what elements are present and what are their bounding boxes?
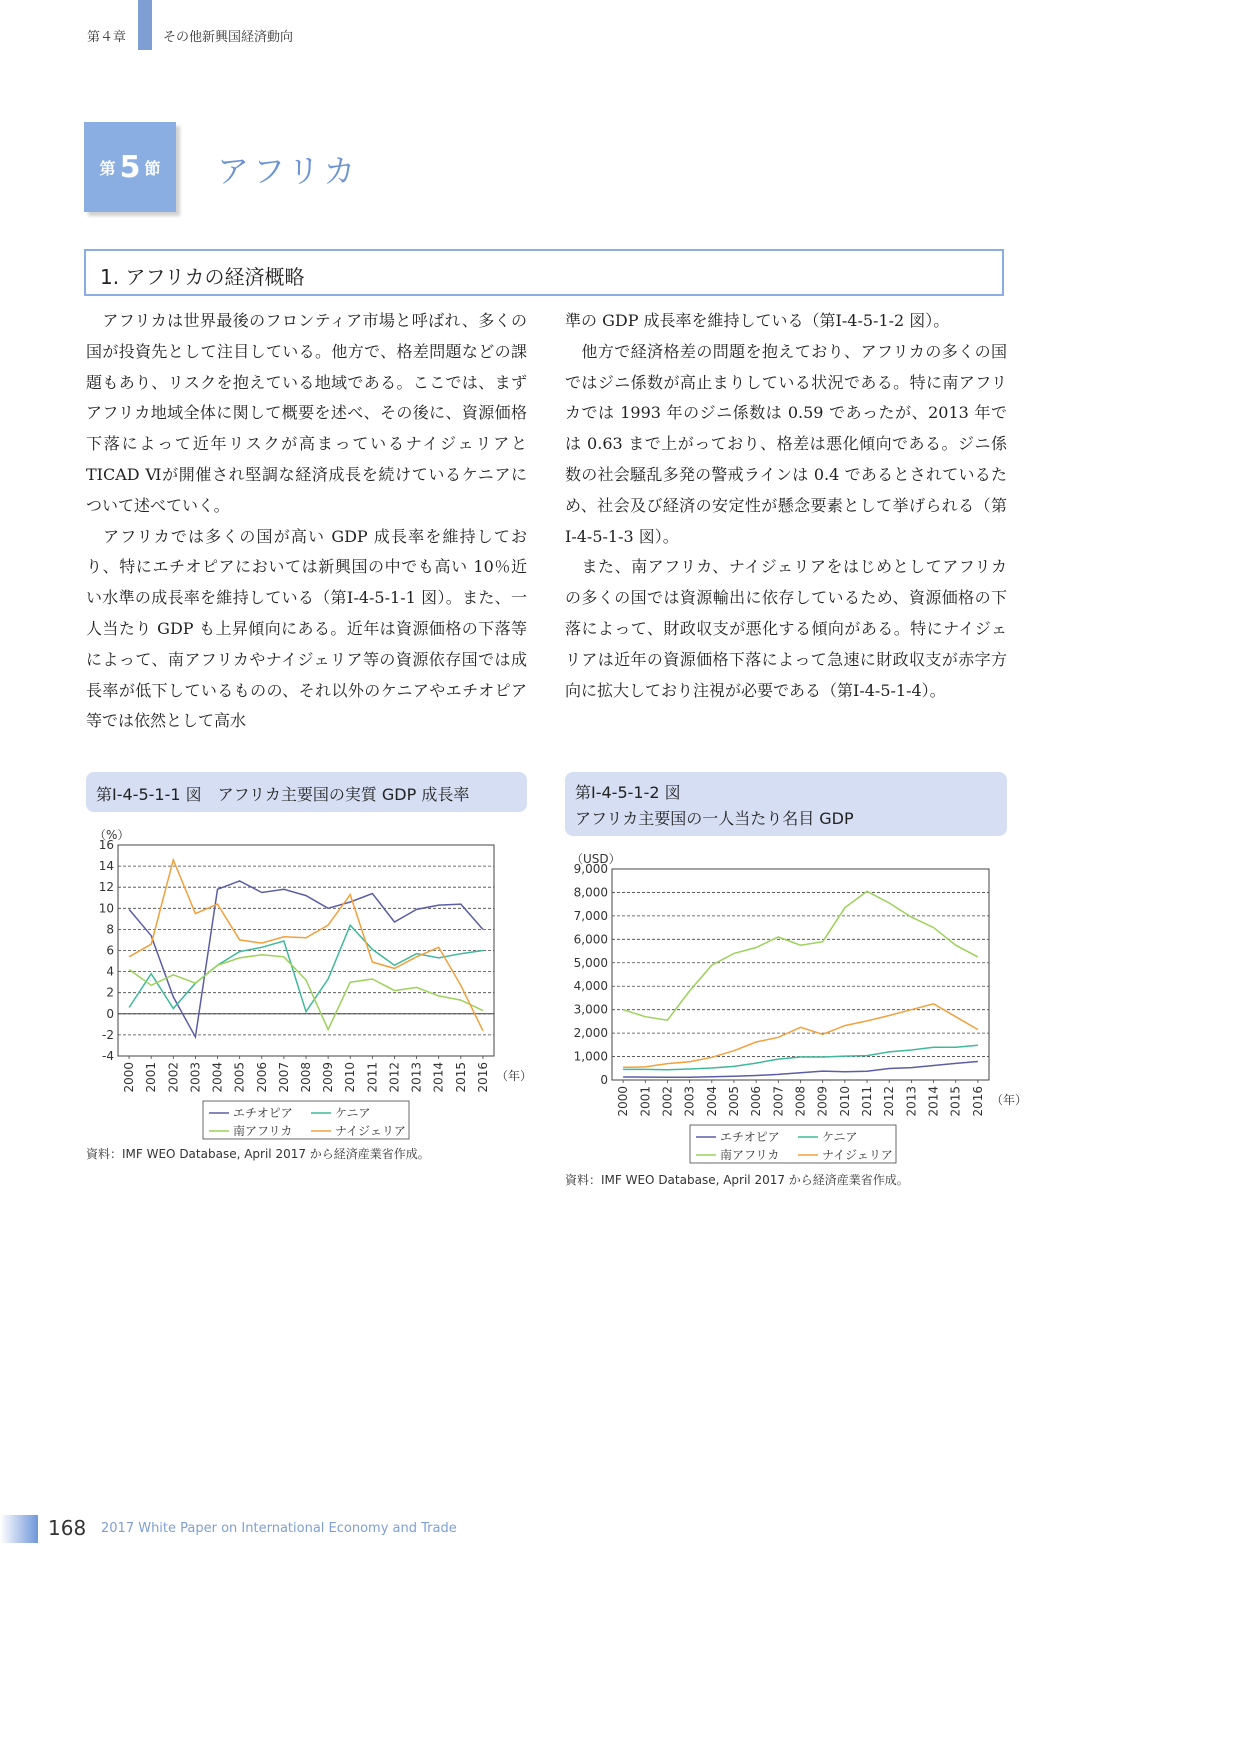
- x-tick-label: 2005: [726, 1086, 741, 1117]
- y-tick-label: 0: [106, 1006, 114, 1021]
- x-tick-label: 2011: [860, 1086, 875, 1117]
- section-prefix: 第: [99, 158, 116, 178]
- subsection-title: 1. アフリカの経済概略: [100, 265, 305, 289]
- y-tick-label: 8: [106, 922, 114, 937]
- x-tick-label: 2001: [144, 1062, 159, 1093]
- y-tick-label: 16: [98, 838, 114, 852]
- paragraph: 他方で経済格差の問題を抱えており、アフリカの多くの国ではジニ係数が高止まりしている状況である。特に南アフリカでは 1993 年のジニ係数は 0.59 であったが、2013 年では 0.63 まで上がっており、格差は悪化傾向である。ジニ係数の社会騒乱多発の警戒ラインは 0.4 であるとされているため、社会及び経済の安定性が懸念要素として挙げられる（第Ⅰ-4-5-1-3 図）。: [565, 341, 1007, 546]
- x-tick-label: 2009: [815, 1086, 830, 1117]
- paragraph: また、南アフリカ、ナイジェリアをはじめとしてアフリカの多くの国では資源輸出に依存しているため、資源価格の下落によって、財政収支が悪化する傾向がある。特にナイジェリアは近年の資源価格下落によって急速に財政収支が赤字方向に拡大しており注視が必要である（第Ⅰ-4-5-1-4）。: [565, 557, 1007, 700]
- y-tick-label: 12: [98, 880, 114, 895]
- x-tick-label: 2016: [970, 1086, 985, 1117]
- section-number-badge: [84, 122, 176, 212]
- x-tick-label: 2011: [365, 1062, 380, 1093]
- figure1-caption-box: [86, 772, 527, 812]
- section-suffix: 節: [144, 158, 161, 178]
- plot-frame: [612, 869, 989, 1080]
- legend-label: ケニア: [822, 1130, 858, 1144]
- y-tick-label: 6,000: [573, 932, 608, 947]
- y-tick-label: 2,000: [573, 1026, 608, 1041]
- y-tick-label: 4,000: [573, 979, 608, 994]
- x-tick-label: 2013: [409, 1062, 424, 1093]
- x-tick-label: 2000: [616, 1086, 631, 1117]
- legend-label: ナイジェリア: [335, 1124, 406, 1138]
- y-tick-label: 8,000: [573, 885, 608, 900]
- y-tick-label: 9,000: [573, 862, 608, 876]
- paragraph: アフリカでは多くの国が高い GDP 成長率を維持しており、特にエチオピアにおいては新興国の中でも高い 10％近い水準の成長率を維持している（第Ⅰ-4-5-1-1 図）。また、一人当たり GDP も上昇傾向にある。近年は資源価格の下落等によって、南アフリカやナイジェリア等の資源依存国では成長率が低下しているものの、それ以外のケニアやエチオピア等では依然として高水: [86, 526, 527, 731]
- body-column-left: [86, 306, 527, 737]
- x-tick-label: 2013: [904, 1086, 919, 1117]
- gdp-growth-chart: [86, 818, 533, 1143]
- y-tick-label: 4: [106, 964, 114, 979]
- paragraph: アフリカは世界最後のフロンティア市場と呼ばれ、多くの国が投資先として注目している。他方で、格差問題などの課題もあり、リスクを抱えている地域である。ここでは、まずアフリカ地域全体に関して概要を述べ、その後に、資源価格下落によって近年リスクが高まっているナイジェリアと TICAD Ⅵが開催され堅調な経済成長を続けているケニアについて述べていく。: [86, 311, 527, 515]
- figure2-source: 資料：IMF WEO Database, April 2017 から経済産業省作成。: [565, 1173, 909, 1187]
- series-line: [129, 955, 483, 1030]
- figure1-caption: 第Ⅰ-4-5-1-1 図 アフリカ主要国の実質 GDP 成長率: [96, 785, 470, 804]
- y-tick-label: -4: [102, 1049, 114, 1063]
- chapter-label: 第４章: [87, 30, 127, 45]
- gdp-per-capita-chart: [565, 842, 1028, 1167]
- legend-label: エチオピア: [233, 1106, 293, 1120]
- x-axis-label: （年）: [496, 1069, 533, 1083]
- x-tick-label: 2003: [188, 1062, 203, 1093]
- y-tick-label: 14: [98, 859, 114, 874]
- x-tick-label: 2002: [166, 1062, 181, 1093]
- figure2-caption-box: [565, 772, 1007, 836]
- x-tick-label: 2008: [793, 1086, 808, 1117]
- chapter-subtitle: その他新興国経済動向: [163, 30, 294, 45]
- legend-label: ナイジェリア: [822, 1148, 893, 1162]
- section-number: 5: [119, 149, 141, 185]
- x-tick-label: 2007: [771, 1086, 786, 1117]
- x-tick-label: 2006: [254, 1062, 269, 1093]
- y-tick-label: 5,000: [573, 955, 608, 970]
- paragraph: 準の GDP 成長率を維持している（第Ⅰ-4-5-1-2 図）。: [565, 311, 950, 330]
- y-unit-label: （%）: [94, 828, 130, 842]
- x-tick-label: 2007: [276, 1062, 291, 1093]
- x-tick-label: 2015: [948, 1086, 963, 1117]
- x-tick-label: 2001: [638, 1086, 653, 1117]
- series-line: [129, 860, 483, 1031]
- x-tick-label: 2012: [882, 1086, 897, 1117]
- y-unit-label: （USD）: [571, 852, 621, 866]
- x-tick-label: 2008: [299, 1062, 313, 1093]
- x-tick-label: 2002: [660, 1086, 675, 1117]
- x-axis-label: （年）: [991, 1093, 1028, 1107]
- figure2-caption-title: アフリカ主要国の一人当たり名目 GDP: [575, 809, 854, 828]
- x-tick-label: 2006: [749, 1086, 764, 1117]
- series-line: [623, 1004, 978, 1068]
- x-tick-label: 2016: [475, 1062, 490, 1093]
- y-tick-label: -2: [102, 1027, 114, 1042]
- footer-publication-title: 2017 White Paper on International Economy and Trade: [101, 1521, 457, 1536]
- x-tick-label: 2014: [431, 1062, 446, 1093]
- y-tick-label: 7,000: [573, 908, 608, 923]
- figure1-source: 資料：IMF WEO Database, April 2017 から経済産業省作成。: [86, 1147, 430, 1161]
- x-tick-label: 2004: [210, 1062, 225, 1093]
- legend-label: エチオピア: [720, 1130, 780, 1144]
- y-tick-label: 10: [98, 901, 114, 916]
- legend-label: 南アフリカ: [233, 1124, 293, 1138]
- x-tick-label: 2009: [321, 1062, 336, 1093]
- x-tick-label: 2000: [122, 1062, 137, 1093]
- x-tick-label: 2012: [387, 1062, 402, 1093]
- x-tick-label: 2003: [682, 1086, 697, 1117]
- x-tick-label: 2005: [232, 1062, 247, 1093]
- page-number: 168: [48, 1516, 87, 1540]
- subsection-heading: [84, 249, 1004, 296]
- section-title: アフリカ: [217, 152, 360, 190]
- figure2-caption-number: 第Ⅰ-4-5-1-2 図: [575, 783, 681, 802]
- body-column-right: [565, 306, 1007, 706]
- x-tick-label: 2010: [343, 1062, 358, 1093]
- legend-label: 南アフリカ: [720, 1148, 780, 1162]
- y-tick-label: 1,000: [573, 1049, 608, 1064]
- legend-label: ケニア: [335, 1106, 371, 1120]
- y-tick-label: 6: [106, 943, 114, 958]
- series-line: [623, 891, 978, 1020]
- header-accent-bar: [138, 0, 152, 50]
- x-tick-label: 2014: [926, 1086, 941, 1117]
- x-tick-label: 2015: [453, 1062, 468, 1093]
- x-tick-label: 2004: [704, 1086, 719, 1117]
- footer-accent-bar: [0, 1515, 38, 1543]
- x-tick-label: 2010: [837, 1086, 852, 1117]
- y-tick-label: 3,000: [573, 1002, 608, 1017]
- y-tick-label: 2: [106, 985, 114, 1000]
- y-tick-label: 0: [600, 1073, 608, 1087]
